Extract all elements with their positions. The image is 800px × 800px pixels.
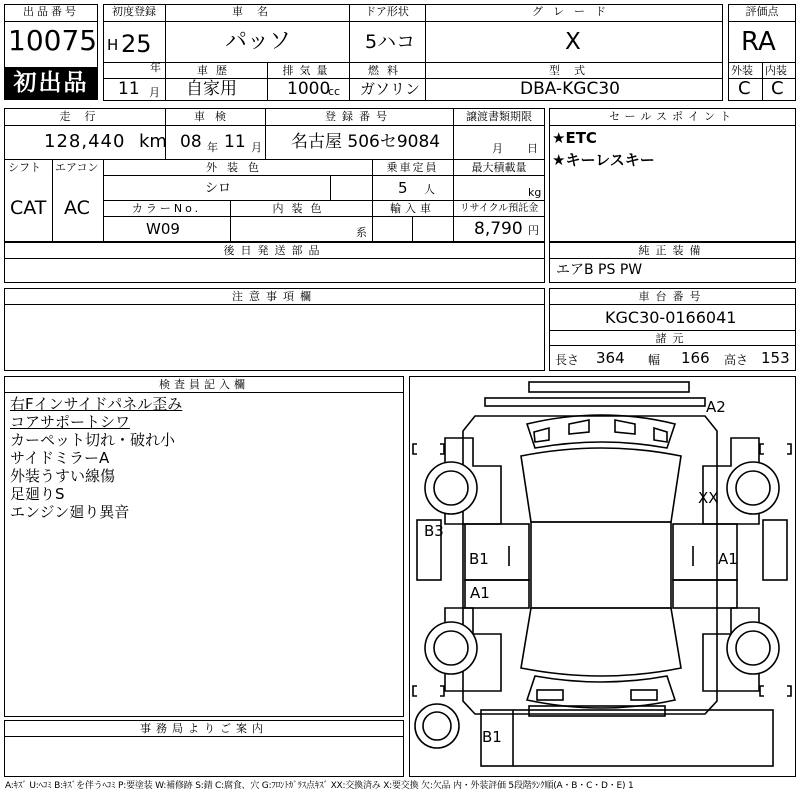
era: H xyxy=(107,36,119,54)
score-label: 評価点 xyxy=(745,5,779,18)
first-reg-month: 11 xyxy=(118,79,140,99)
width-label: 幅 xyxy=(648,353,661,367)
transfer-month-unit: 月 xyxy=(492,142,503,155)
car-name: パッソ xyxy=(225,29,292,54)
inspection-label: 車検 xyxy=(194,110,236,123)
ext-color: シロ xyxy=(205,181,232,196)
grade: X xyxy=(565,29,581,55)
width-value: 166 xyxy=(681,349,710,367)
max-load-unit: kg xyxy=(528,186,542,199)
inspection-year-unit: 年 xyxy=(207,141,218,154)
score: RA xyxy=(741,27,776,57)
inspector-line: コアサポートシワ xyxy=(10,413,131,431)
capacity: 5 xyxy=(398,179,408,197)
recycle-label: リサイクル預託金 xyxy=(459,203,539,214)
damage-mark-b1-bottom: B1 xyxy=(482,728,502,746)
interior-label: 内装 xyxy=(765,64,787,77)
legend: A:ｷｽﾞ U:ﾍｺﾐ B:ｷｽﾞを伴うﾍｺﾐ P:要塗装 W:補修跡 S:錆 C:腐食、穴 G:ﾌﾛﾝﾄｶﾞﾗｽ点ｷｽﾞ XX:交換済み X:要交換 欠:欠品 内・外装評価 5段階ﾗﾝｸ順(A・B・C・D・E) 1 xyxy=(5,781,634,791)
car-damage-diagram xyxy=(409,376,796,777)
height-value: 153 xyxy=(761,349,790,367)
month-unit: 月 xyxy=(149,86,160,99)
sales-point: ★キーレスキー xyxy=(552,151,655,169)
model-label: 型式 xyxy=(549,64,599,77)
transfer-label: 譲渡書類期限 xyxy=(466,110,532,123)
damage-mark-b1-left: B1 xyxy=(469,550,489,568)
grade-label: グレード xyxy=(532,5,616,18)
mileage: 128,440 xyxy=(44,131,126,152)
history: 自家用 xyxy=(186,79,237,99)
shift-label: シフト xyxy=(8,161,41,174)
damage-mark-a2: A2 xyxy=(706,398,726,416)
dims-label: 諸元 xyxy=(655,332,690,345)
inspector-line: 右Fインサイドパネル歪み xyxy=(10,395,183,413)
inspector-line: サイドミラーA xyxy=(10,449,110,467)
recycle-unit: 円 xyxy=(528,224,539,237)
inspector-line: エンジン廻り異音 xyxy=(10,503,130,521)
transfer-day-unit: 日 xyxy=(527,142,538,155)
shift: CAT xyxy=(10,197,47,219)
capacity-unit: 人 xyxy=(424,183,435,196)
first-reg-year: 25 xyxy=(121,30,152,58)
lot-number-label: 出品番号 xyxy=(23,5,79,18)
chassis-label: 車台番号 xyxy=(638,290,707,303)
height-label: 高さ xyxy=(724,353,749,367)
interior-score: C xyxy=(771,78,784,99)
displacement-unit: cc xyxy=(328,85,341,98)
air-conditioner: AC xyxy=(64,197,90,219)
fuel: ガソリン xyxy=(360,80,421,98)
color-no: W09 xyxy=(146,220,180,238)
history-label: 車歴 xyxy=(197,64,235,77)
displacement-label: 排気量 xyxy=(282,64,334,77)
color-no-label: カラーNo. xyxy=(131,202,202,215)
office-label: 事務局よりご案内 xyxy=(140,722,268,735)
year-unit: 年 xyxy=(150,61,161,74)
first-listing-badge: 初出品 xyxy=(5,67,97,99)
displacement: 1000 xyxy=(287,79,331,99)
plate-number: 名古屋 506セ9084 xyxy=(291,132,441,152)
exterior-score: C xyxy=(738,78,751,99)
inspection-year: 08 xyxy=(180,132,202,152)
inspector-line: 外装うすい線傷 xyxy=(10,467,116,485)
mileage-label: 走行 xyxy=(59,110,110,123)
damage-mark-a1-left: A1 xyxy=(470,584,490,602)
inspector-line: カーペット切れ・破れ小 xyxy=(10,431,176,449)
equipment-value: エアB PS PW xyxy=(556,262,643,278)
ext-color-label: 外装色 xyxy=(206,161,269,174)
model-code: DBA-KGC30 xyxy=(520,79,620,99)
inspector-label: 検査員記入欄 xyxy=(159,378,249,391)
length-label: 長さ xyxy=(555,353,580,367)
first-reg-label: 初度登録 xyxy=(112,5,156,18)
exterior-label: 外装 xyxy=(731,64,753,77)
inspector-line: 足廻りS xyxy=(10,485,65,503)
damage-mark-xx: XX xyxy=(698,489,719,507)
damage-mark-a1-right: A1 xyxy=(718,550,738,568)
max-load-label: 最大積載量 xyxy=(471,161,527,174)
int-color-label: 内装色 xyxy=(272,202,330,215)
chassis-number: KGC30-0166041 xyxy=(605,308,737,327)
damage-mark-b3: B3 xyxy=(424,522,444,540)
inspection-month: 11 xyxy=(224,132,246,152)
capacity-label: 乗車定員 xyxy=(386,161,439,174)
recycle-deposit: 8,790 xyxy=(474,219,523,239)
mileage-unit: km xyxy=(139,131,167,152)
door-label: ドア形状 xyxy=(365,5,409,18)
import-label: 輸入車 xyxy=(390,202,435,215)
later-parts-label: 後日発送部品 xyxy=(223,244,326,257)
length-value: 364 xyxy=(596,349,625,367)
fuel-label: 燃料 xyxy=(368,64,406,77)
sales-point: ★ETC xyxy=(552,129,597,147)
inspection-month-unit: 月 xyxy=(251,141,262,154)
plate-label: 登録番号 xyxy=(325,110,393,123)
equipment-label: 純正装備 xyxy=(638,244,707,257)
notes-label: 注意事項欄 xyxy=(232,290,317,303)
door-type: 5ハコ xyxy=(365,31,416,53)
lot-number: 10075 xyxy=(8,24,98,57)
ac-label: エアコン xyxy=(55,161,99,174)
sales-points-label: セールスポイント xyxy=(608,110,736,123)
int-color-unit: 系 xyxy=(356,226,367,239)
car-name-label: 車名 xyxy=(232,5,282,18)
